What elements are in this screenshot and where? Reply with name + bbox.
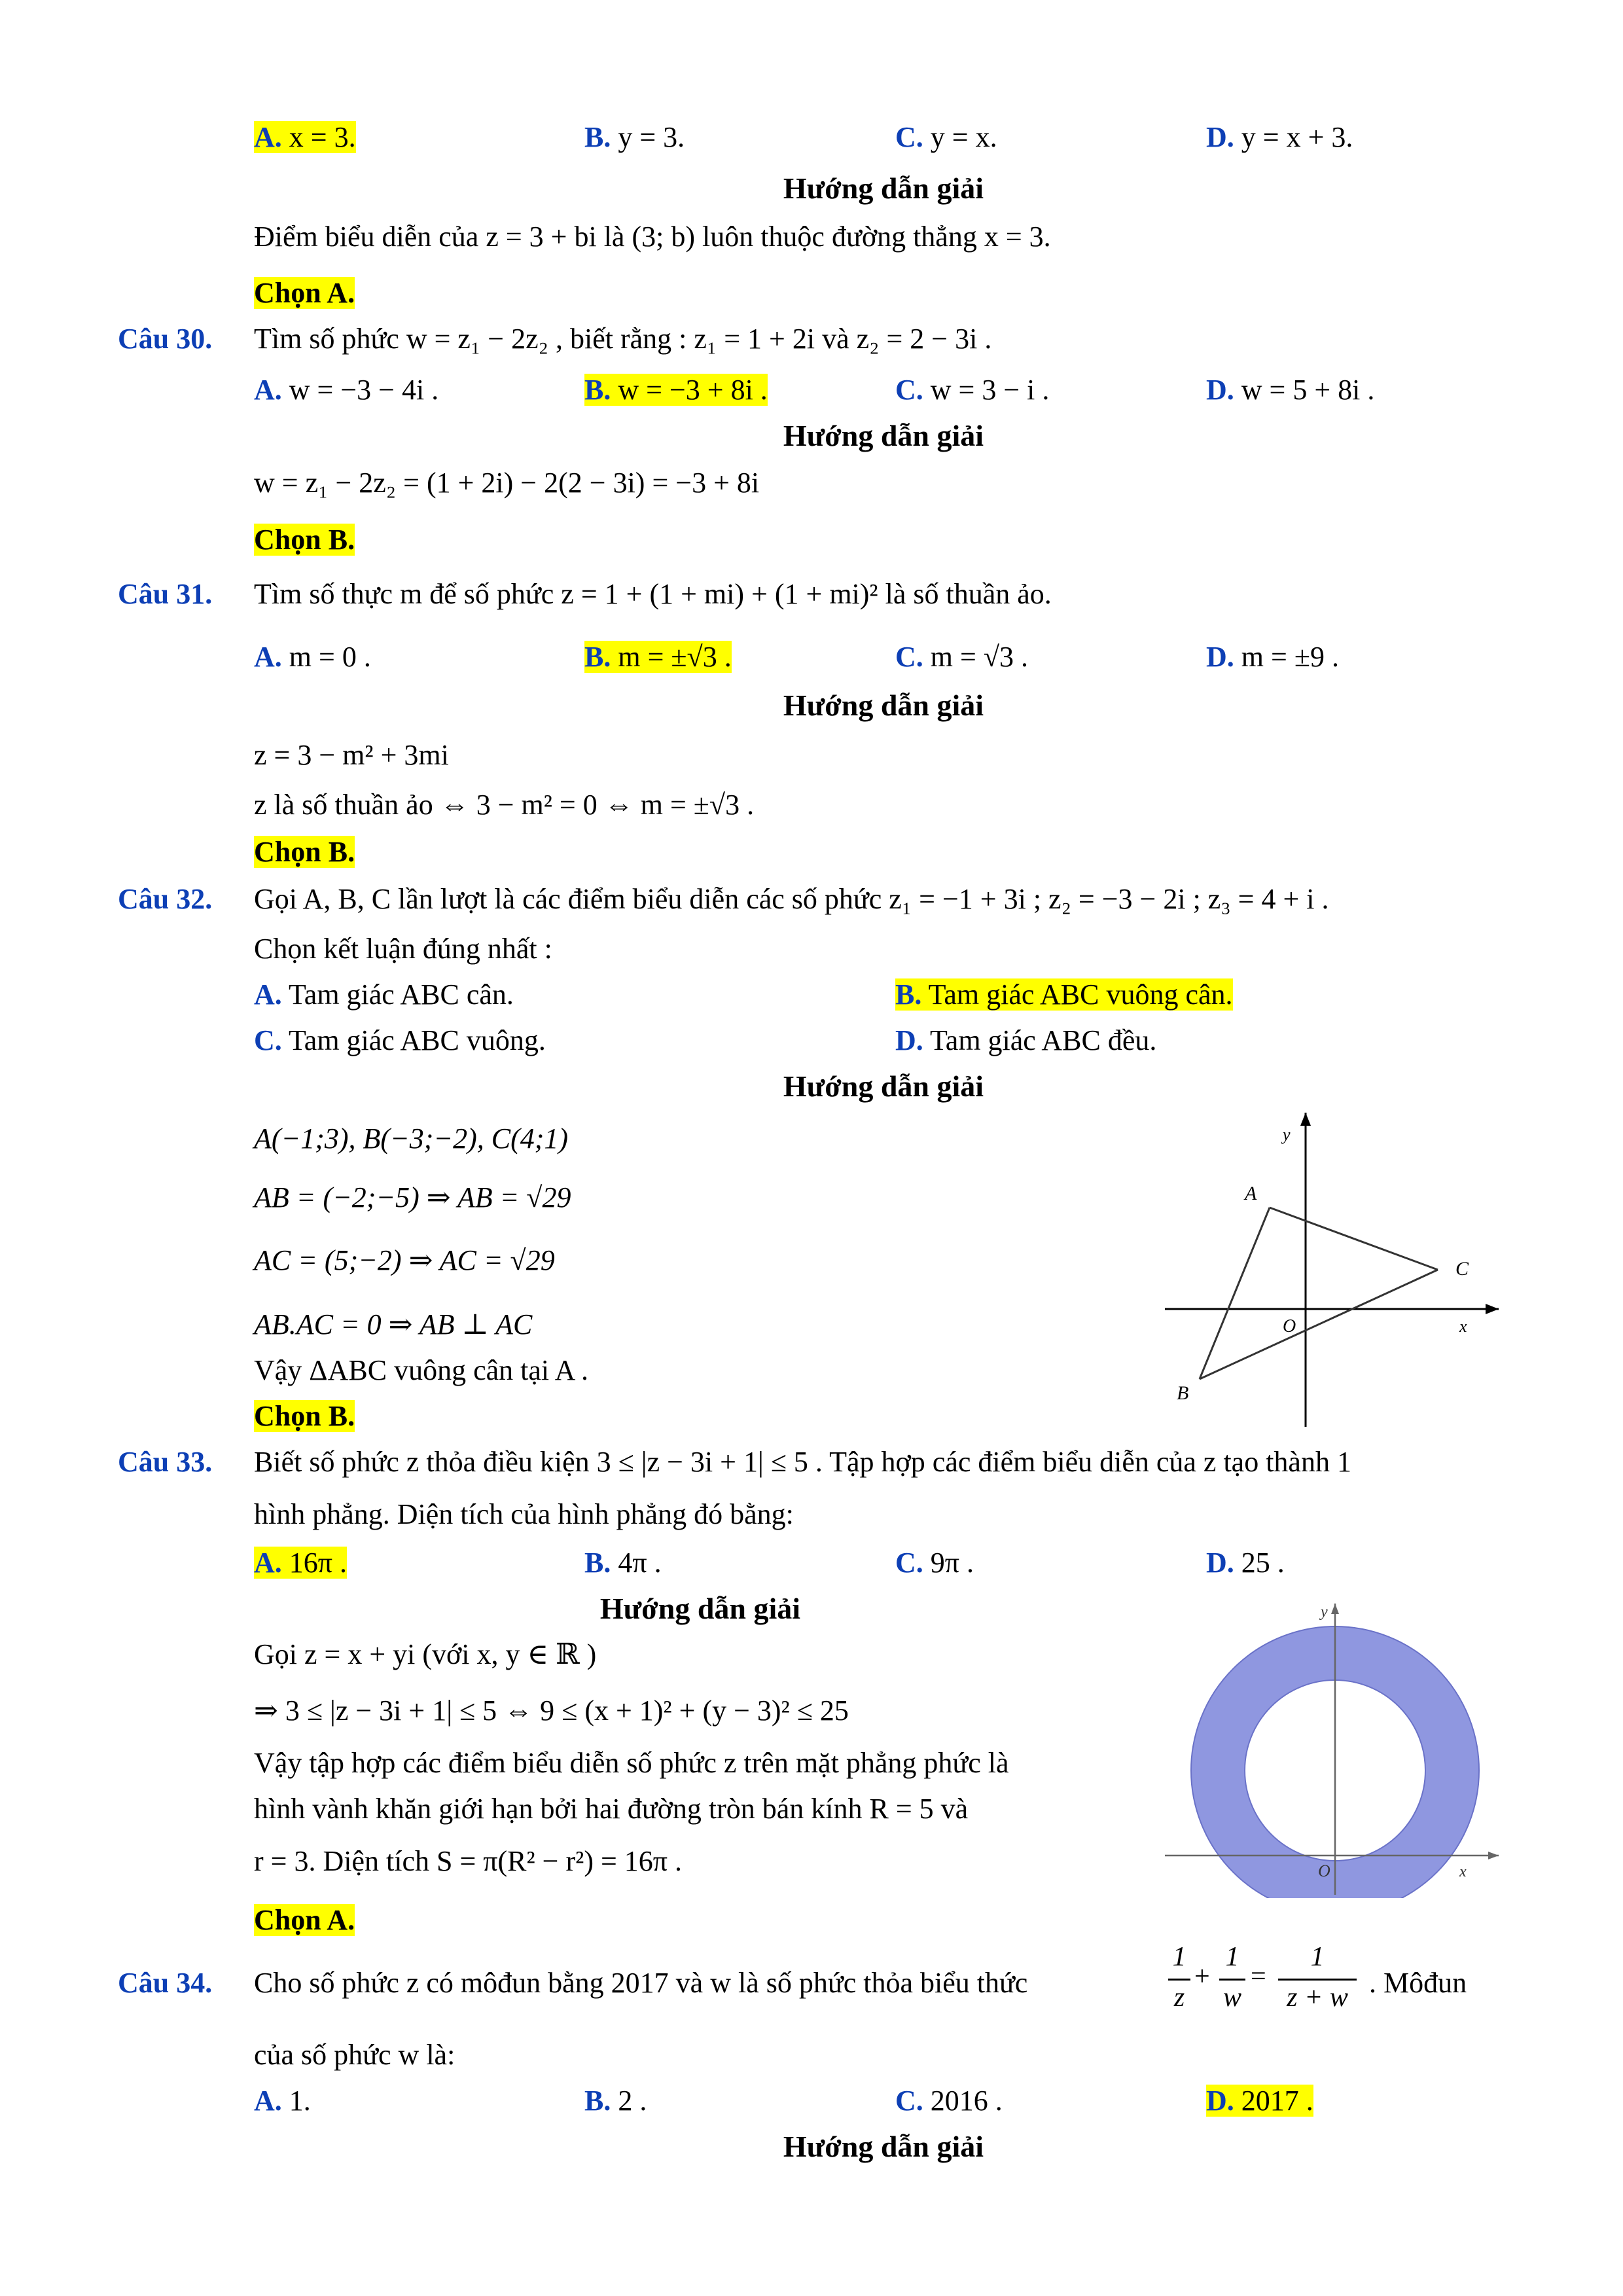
q33-text: Biết số phức z thỏa điều kiện 3 ≤ |z − 3i + 1| ≤ 5 . Tập hợp các điểm biểu diễn của z tạo thành 1 bbox=[254, 1446, 1351, 1478]
q29-answer: Chọn A. bbox=[254, 277, 355, 309]
option-label: C. bbox=[895, 641, 923, 673]
q34-frac1-den: z bbox=[1173, 1982, 1185, 2013]
q34-option-b: B. 2 . bbox=[584, 2085, 647, 2117]
q32-x-arrow-icon bbox=[1486, 1304, 1499, 1314]
q32-solution-line-4: AB.AC = 0 ⇒ AB ⊥ AC bbox=[254, 1308, 533, 1340]
q31-answer: Chọn B. bbox=[254, 836, 355, 868]
option-label: B. bbox=[584, 641, 611, 673]
q30-number: Câu 30. bbox=[118, 323, 213, 355]
q32-label-x: x bbox=[1459, 1317, 1467, 1336]
q33-option-d: D. 25 . bbox=[1206, 1547, 1285, 1579]
q34-frac2-den: w bbox=[1222, 1982, 1241, 2013]
option-label: C. bbox=[895, 374, 923, 406]
q34-frac2-num: 1 bbox=[1225, 1942, 1240, 1972]
q31-option-d: D. m = ±9 . bbox=[1206, 641, 1339, 673]
q30-answer: Chọn B. bbox=[254, 524, 355, 556]
q30-heading: Hướng dẫn giải bbox=[783, 419, 984, 452]
q33-solution-line-1: Gọi z = x + yi (với x, y ∈ ℝ ) bbox=[254, 1638, 597, 1670]
q34-frac3-bar bbox=[1278, 1979, 1357, 1981]
q34-plus-sign: + bbox=[1194, 1962, 1210, 1992]
option-label: B. bbox=[584, 1547, 611, 1579]
option-label: A. bbox=[254, 1547, 282, 1579]
q33-label-o: O bbox=[1318, 1861, 1330, 1880]
q33-text-2: hình phẳng. Diện tích của hình phẳng đó bằng: bbox=[254, 1498, 794, 1530]
q32-solution-line-1: A(−1;3), B(−3;−2), C(4;1) bbox=[254, 1122, 569, 1155]
option-label: D. bbox=[895, 1024, 923, 1056]
q29-solution: Điểm biểu diễn của z = 3 + bi là (3; b) luôn thuộc đường thẳng x = 3. bbox=[254, 221, 1051, 253]
q32-y-arrow-icon bbox=[1300, 1113, 1311, 1126]
q32-label-b: B bbox=[1177, 1382, 1189, 1404]
q30-option-d: D. w = 5 + 8i . bbox=[1206, 374, 1375, 406]
option-label: C. bbox=[895, 1547, 923, 1579]
q30-solution: w = z₁ − 2z₂ = (1 + 2i) − 2(2 − 3i) = −3 + 8i bbox=[254, 467, 760, 499]
q33-solution-line-4: hình vành khăn giới hạn bởi hai đường tròn bán kính R = 5 và bbox=[254, 1793, 969, 1825]
q31-solution-line-2: z là số thuần ảo ⇔ 3 − m² = 0 ⇔ m = ±√3 . bbox=[254, 789, 755, 821]
q33-number: Câu 33. bbox=[118, 1446, 213, 1478]
q29-heading: Hướng dẫn giải bbox=[783, 171, 984, 205]
q32-solution-line-5: Vậy ΔABC vuông cân tại A . bbox=[254, 1354, 589, 1386]
q34-frac3-num: 1 bbox=[1310, 1942, 1325, 1972]
q32-number: Câu 32. bbox=[118, 883, 213, 915]
q34-text-2: của số phức w là: bbox=[254, 2039, 455, 2071]
option-label: A. bbox=[254, 978, 282, 1011]
option-label: A. bbox=[254, 641, 282, 673]
option-label: D. bbox=[1206, 1547, 1234, 1579]
option-label: A. bbox=[254, 2085, 282, 2117]
option-label: D. bbox=[1206, 641, 1234, 673]
q32-option-b: B. Tam giác ABC vuông cân. bbox=[895, 978, 1233, 1011]
q32-label-y: y bbox=[1283, 1125, 1291, 1144]
q34-equals-sign: = bbox=[1251, 1962, 1266, 1992]
q31-option-b: B. m = ±√3 . bbox=[584, 641, 732, 673]
q33-option-c: C. 9π . bbox=[895, 1547, 974, 1579]
q32-label-o: O bbox=[1283, 1316, 1296, 1336]
q33-label-x: x bbox=[1459, 1863, 1467, 1880]
q33-option-b: B. 4π . bbox=[584, 1547, 662, 1579]
q34-frac1-num: 1 bbox=[1172, 1942, 1186, 1972]
option-label: A. bbox=[254, 374, 282, 406]
option-label: A. bbox=[254, 121, 282, 153]
q31-option-c: C. m = √3 . bbox=[895, 641, 1028, 673]
q33-x-arrow-icon bbox=[1488, 1852, 1499, 1859]
q32-option-d: D. Tam giác ABC đều. bbox=[895, 1024, 1157, 1056]
q32-triangle-figure bbox=[1158, 1106, 1512, 1433]
option-label: D. bbox=[1206, 374, 1234, 406]
option-label: B. bbox=[895, 978, 922, 1011]
option-label: C. bbox=[254, 1024, 282, 1056]
q32-side-ab bbox=[1200, 1208, 1270, 1379]
q33-solution-line-3: Vậy tập hợp các điểm biểu diễn số phức z trên mặt phẳng phức là bbox=[254, 1747, 1009, 1779]
q31-number: Câu 31. bbox=[118, 578, 213, 610]
option-label: D. bbox=[1206, 2085, 1234, 2117]
q32-side-ac bbox=[1270, 1208, 1438, 1270]
q33-solution-line-5: r = 3. Diện tích S = π(R² − r²) = 16π . bbox=[254, 1845, 683, 1877]
option-label: D. bbox=[1206, 121, 1234, 153]
q33-label-y: y bbox=[1321, 1604, 1328, 1621]
option-label: B. bbox=[584, 121, 611, 153]
q33-annulus-figure bbox=[1158, 1597, 1512, 1898]
q30-text: Tìm số phức w = z₁ − 2z₂ , biết rằng : z₁ = 1 + 2i và z₂ = 2 − 3i . bbox=[254, 323, 992, 355]
q33-answer: Chọn A. bbox=[254, 1904, 355, 1936]
q34-option-d: D. 2017 . bbox=[1206, 2085, 1313, 2117]
q34-option-a: A. 1. bbox=[254, 2085, 311, 2117]
q32-solution-line-2: AB = (−2;−5) ⇒ AB = √29 bbox=[254, 1181, 571, 1213]
q30-option-b: B. w = −3 + 8i . bbox=[584, 374, 768, 406]
q32-option-c: C. Tam giác ABC vuông. bbox=[254, 1024, 546, 1056]
q32-heading: Hướng dẫn giải bbox=[783, 1069, 984, 1103]
q29-option-b: B. y = 3. bbox=[584, 121, 685, 153]
q30-option-a: A. w = −3 − 4i . bbox=[254, 374, 439, 406]
option-label: C. bbox=[895, 121, 923, 153]
q33-solution-line-2: ⇒ 3 ≤ |z − 3i + 1| ≤ 5 ⇔ 9 ≤ (x + 1)² + (y − 3)² ≤ 25 bbox=[254, 1695, 849, 1727]
q32-label-a: A bbox=[1245, 1183, 1257, 1204]
q33-option-a: A. 16π . bbox=[254, 1547, 347, 1579]
q34-option-c: C. 2016 . bbox=[895, 2085, 1003, 2117]
q32-solution-line-3: AC = (5;−2) ⇒ AC = √29 bbox=[254, 1244, 555, 1276]
q34-heading: Hướng dẫn giải bbox=[783, 2130, 984, 2163]
q29-option-c: C. y = x. bbox=[895, 121, 997, 153]
q34-text-after: . Môđun bbox=[1369, 1967, 1467, 1999]
q31-solution-line-1: z = 3 − m² + 3mi bbox=[254, 739, 449, 771]
q31-heading: Hướng dẫn giải bbox=[783, 689, 984, 722]
q34-frac2-bar bbox=[1219, 1979, 1245, 1981]
q34-frac1-bar bbox=[1168, 1979, 1190, 1981]
q29-option-a: A. x = 3. bbox=[254, 121, 356, 153]
option-label: B. bbox=[584, 2085, 611, 2117]
option-label: C. bbox=[895, 2085, 923, 2117]
q31-option-a: A. m = 0 . bbox=[254, 641, 371, 673]
q34-frac3-den: z + w bbox=[1287, 1982, 1348, 2013]
q32-side-bc bbox=[1200, 1270, 1438, 1379]
q32-text: Gọi A, B, C lần lượt là các điểm biểu diễn các số phức z₁ = −1 + 3i ; z₂ = −3 − 2i ; z₃ = 4 + i . bbox=[254, 883, 1329, 915]
q33-heading: Hướng dẫn giải bbox=[599, 1592, 801, 1625]
q32-answer: Chọn B. bbox=[254, 1400, 355, 1432]
q33-y-arrow-icon bbox=[1331, 1604, 1339, 1614]
q30-option-c: C. w = 3 − i . bbox=[895, 374, 1050, 406]
q34-number: Câu 34. bbox=[118, 1967, 213, 1999]
q31-text: Tìm số thực m để số phức z = 1 + (1 + mi) + (1 + mi)² là số thuần ảo. bbox=[254, 578, 1052, 610]
option-label: B. bbox=[584, 374, 611, 406]
q32-label-c: C bbox=[1455, 1258, 1469, 1280]
q32-text-2: Chọn kết luận đúng nhất : bbox=[254, 933, 552, 965]
q29-option-d: D. y = x + 3. bbox=[1206, 121, 1353, 153]
q32-option-a: A. Tam giác ABC cân. bbox=[254, 978, 514, 1011]
q34-text: Cho số phức z có môđun bằng 2017 và w là số phức thỏa biểu thức bbox=[254, 1967, 1028, 1999]
